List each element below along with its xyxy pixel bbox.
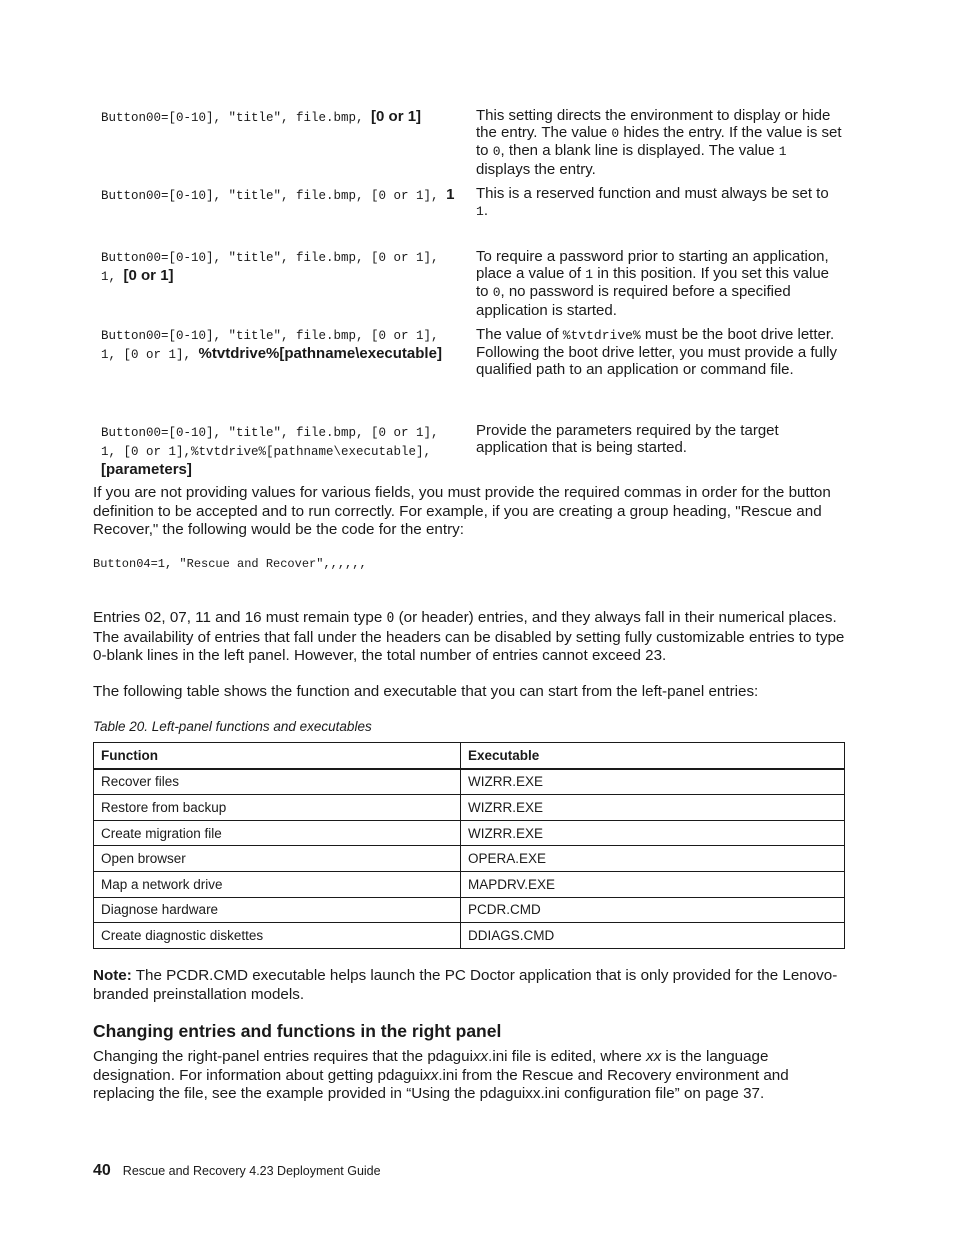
definition-code-4: Button00=[0-10], "title", file.bmp, [0 or 1], 1, [0 or 1], %tvtdrive%[pathname\executable] xyxy=(101,329,442,362)
table-row xyxy=(94,871,845,897)
text-run: Provide the parameters required by the target application that is being started. xyxy=(476,422,779,457)
page-footer xyxy=(93,1162,381,1180)
text-run: This setting directs the environment to display or hide the entry. The value xyxy=(476,107,831,142)
cell-executable: WIZRR.EXE xyxy=(461,795,845,821)
cell-executable: MAPDRV.EXE xyxy=(461,871,845,897)
inline-code: 0 xyxy=(492,144,501,160)
table-header-row xyxy=(94,743,845,769)
definition-code-5: Button00=[0-10], "title", file.bmp, [0 or 1], 1, [0 or 1],%tvtdrive%[pathname\executable], [parameters] xyxy=(101,426,439,478)
cell-executable: WIZRR.EXE xyxy=(461,769,845,795)
inline-code: 0 xyxy=(611,126,620,142)
cell-function: Create migration file xyxy=(94,820,461,846)
text-run: .ini file is edited, where xyxy=(488,1048,647,1065)
text-run: The value of xyxy=(476,326,563,343)
definition-desc-2 xyxy=(476,185,844,220)
definition-desc-4 xyxy=(476,326,844,379)
note xyxy=(93,967,845,1004)
header-function: Function xyxy=(94,743,461,769)
definition-desc-5 xyxy=(476,422,844,456)
section-paragraph xyxy=(93,1048,845,1104)
cell-function: Recover files xyxy=(94,769,461,795)
text-run: hides the entry. If the value is set to xyxy=(476,124,842,160)
text-run: displays the entry. xyxy=(476,160,596,178)
table-row xyxy=(94,795,845,821)
inline-code: 0 xyxy=(492,285,501,301)
inline-code: 1 xyxy=(778,144,787,160)
paragraph-table-intro: The following table shows the function and executable that you can start from the left-panel entries: xyxy=(93,683,759,700)
note-label: Note: xyxy=(93,967,132,984)
text-run: .ini from the Rescue and Recovery environment and replacing the file, see the example provided in “Using the pdaguixx.ini configuration file” on page 37. xyxy=(93,1066,789,1103)
header-executable: Executable xyxy=(461,743,845,769)
cell-executable: OPERA.EXE xyxy=(461,846,845,872)
text-run: in this position. If you set this value to xyxy=(476,265,830,301)
definition-code-1: Button00=[0-10], "title", file.bmp, [0 or 1] xyxy=(101,108,422,125)
definition-desc-1 xyxy=(476,107,844,178)
text-run: is the language designation. For information about getting pdagui xyxy=(93,1048,769,1084)
cell-executable: DDIAGS.CMD xyxy=(461,923,845,949)
table-row xyxy=(94,820,845,846)
table-row xyxy=(94,923,845,949)
definition-code-2: Button00=[0-10], "title", file.bmp, [0 or 1], 1 xyxy=(101,186,455,203)
functions-table xyxy=(93,742,845,949)
cell-function: Open browser xyxy=(94,846,461,872)
text-run: Changing the right-panel entries requires that the pdagui xyxy=(93,1048,473,1065)
page-number: 40 xyxy=(93,1162,111,1179)
inline-code: 1 xyxy=(585,267,594,283)
text-run: must be the boot drive letter. Following the boot drive letter, you must provide a fully qualified path to an application or command file. xyxy=(476,326,838,379)
definition-desc-3 xyxy=(476,248,844,319)
cell-function: Create diagnostic diskettes xyxy=(94,923,461,949)
inline-code: %tvtdrive% xyxy=(562,328,641,343)
paragraph-commas: If you are not providing values for various fields, you must provide the required commas in order for the button definition to be accepted and to run correctly. For example, if you are creating a group heading, "Rescue and Recover," the following would be the code for the entry: xyxy=(93,484,831,539)
document-title: Rescue and Recovery 4.23 Deployment Guide xyxy=(122,1164,381,1178)
table-row xyxy=(94,897,845,923)
cell-function: Map a network drive xyxy=(94,871,461,897)
table-row xyxy=(94,846,845,872)
code-example: Button04=1, "Rescue and Recover",,,,,, xyxy=(93,557,367,571)
note-text: The PCDR.CMD executable helps launch the PC Doctor application that is only provided for the Lenovo-branded preinstallation models. xyxy=(93,967,838,1003)
cell-executable: WIZRR.EXE xyxy=(461,820,845,846)
inline-code: 1 xyxy=(476,204,484,220)
section-heading: Changing entries and functions in the right panel xyxy=(93,1021,502,1041)
cell-function: Restore from backup xyxy=(94,795,461,821)
text-run: To require a password prior to starting an application, place a value of xyxy=(476,248,829,283)
inline-italic: xx xyxy=(646,1048,662,1065)
inline-italic: xx xyxy=(472,1048,489,1065)
text-run: This is a reserved function and must always be set to xyxy=(476,185,829,202)
paragraph-entries: Entries 02, 07, 11 and 16 must remain type 0 (or header) entries, and they always fall in their numerical places. The availability of entries that fall under the headers can be disabled by setting fully customizable entries to type 0-blank lines in the left panel. However, the total number of entries cannot exceed 23. xyxy=(93,609,845,665)
table-caption: Table 20. Left-panel functions and executables xyxy=(93,719,372,734)
cell-function: Diagnose hardware xyxy=(94,897,461,923)
definition-code-3: Button00=[0-10], "title", file.bmp, [0 or 1], 1, [0 or 1] xyxy=(101,251,439,284)
cell-executable: PCDR.CMD xyxy=(461,897,845,923)
text-run: , then a blank line is displayed. The value xyxy=(500,142,779,160)
text-run: , no password is required before a specified application is started. xyxy=(476,283,791,319)
text-run: . xyxy=(483,202,488,220)
table-row xyxy=(94,769,845,795)
inline-italic: xx xyxy=(423,1066,439,1084)
